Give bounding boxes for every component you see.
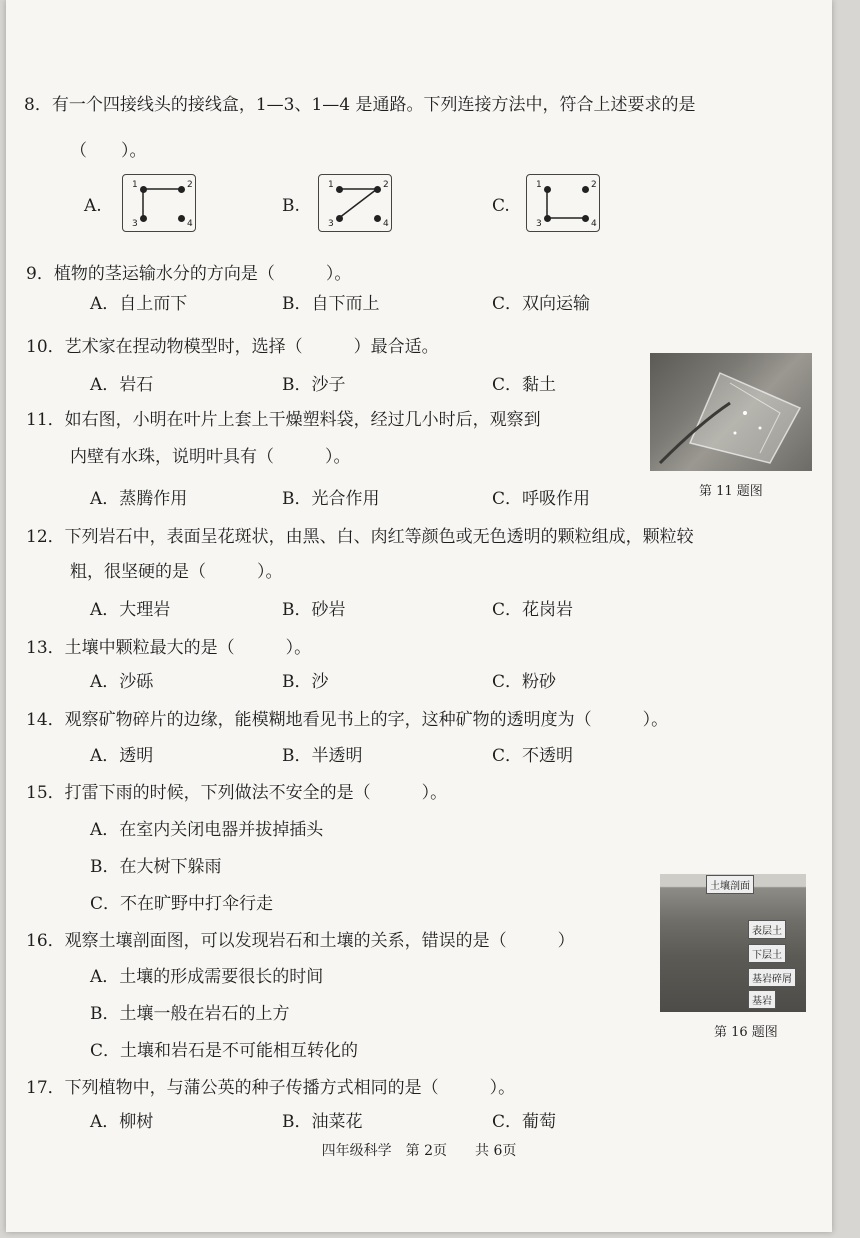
q8-stem-line1: 8．有一个四接线头的接线盒，1—3、1—4 是通路。下列连接方法中，符合上述要求的是 xyxy=(24,95,696,115)
q9-option-c: C．双向运输 xyxy=(492,294,591,314)
q16-stem: 16．观察土壤剖面图，可以发现岩石和土壤的关系，错误的是（ ） xyxy=(26,931,575,951)
q8-diagram-c xyxy=(526,174,600,232)
q13-option-a: A．沙砾 xyxy=(90,672,154,692)
terminal-4-dot xyxy=(582,215,589,222)
terminal-2-dot xyxy=(178,186,185,193)
q12-option-a: A．大理岩 xyxy=(90,600,171,620)
q10-option-c: C．黏土 xyxy=(492,375,557,395)
bedrock-fragments-label: 基岩碎屑 xyxy=(748,968,796,987)
q11-option-b: B．光合作用 xyxy=(282,489,380,509)
q12-stem-line2: 粗，很坚硬的是（ ）。 xyxy=(70,562,283,582)
exam-page xyxy=(6,0,832,1232)
terminal-4-dot xyxy=(178,215,185,222)
terminal-4-label: 4 xyxy=(591,219,597,229)
q11-stem-line2: 内壁有水珠，说明叶具有（ ）。 xyxy=(70,447,351,467)
terminal-1-label: 1 xyxy=(132,180,138,190)
q11-bag-illustration xyxy=(650,353,812,471)
q11-option-a: A．蒸腾作用 xyxy=(90,489,188,509)
q8-diagram-a xyxy=(122,174,196,232)
q17-option-c: C．葡萄 xyxy=(492,1112,557,1132)
q16-option-a: A．土壤的形成需要很长的时间 xyxy=(90,967,324,987)
q12-option-c: C．花岗岩 xyxy=(492,600,574,620)
q8-stem-line2: （ ）。 xyxy=(70,141,147,161)
q15-option-c: C．不在旷野中打伞行走 xyxy=(90,894,274,914)
terminal-3-label: 3 xyxy=(536,219,542,229)
terminal-3-label: 3 xyxy=(132,219,138,229)
q14-option-b: B．半透明 xyxy=(282,746,363,766)
q10-option-b: B．沙子 xyxy=(282,375,346,395)
q8-diagram-b xyxy=(318,174,392,232)
terminal-2-label: 2 xyxy=(591,180,597,190)
q17-option-a: A．柳树 xyxy=(90,1112,154,1132)
terminal-2-label: 2 xyxy=(383,180,389,190)
q14-option-c: C．不透明 xyxy=(492,746,574,766)
q16-soil-profile-photo xyxy=(660,874,806,1012)
q13-option-c: C．粉砂 xyxy=(492,672,557,692)
terminal-1-dot xyxy=(140,186,147,193)
terminal-3-dot xyxy=(336,215,343,222)
q16-option-c: C．土壤和岩石是不可能相互转化的 xyxy=(90,1041,359,1061)
q8-option-a-label: A. xyxy=(84,196,102,216)
q11-plastic-bag-photo xyxy=(650,353,812,471)
terminal-3-dot xyxy=(140,215,147,222)
terminal-1-label: 1 xyxy=(328,180,334,190)
q15-option-a: A．在室内关闭电器并拔掉插头 xyxy=(90,820,324,840)
q13-stem: 13．土壤中颗粒最大的是（ ）。 xyxy=(26,638,312,658)
subsoil-label: 下层土 xyxy=(748,944,786,963)
q12-option-b: B．砂岩 xyxy=(282,600,346,620)
q15-option-b: B．在大树下躲雨 xyxy=(90,857,222,877)
q8-option-c-label: C. xyxy=(492,196,510,216)
q13-option-b: B．沙 xyxy=(282,672,329,692)
q15-stem: 15．打雷下雨的时候，下列做法不安全的是（ ）。 xyxy=(26,783,448,803)
q14-stem: 14．观察矿物碎片的边缘，能模糊地看见书上的字，这种矿物的透明度为（ ）。 xyxy=(26,710,669,730)
q17-option-b: B．油菜花 xyxy=(282,1112,363,1132)
terminal-1-dot xyxy=(544,186,551,193)
q11-stem-line1: 11．如右图，小明在叶片上套上干燥塑料袋，经过几小时后，观察到 xyxy=(26,410,541,430)
q10-stem: 10．艺术家在捏动物模型时，选择（ ）最合适。 xyxy=(26,337,439,357)
q12-stem-line1: 12．下列岩石中，表面呈花斑状，由黑、白、肉红等颜色或无色透明的颗粒组成，颗粒较 xyxy=(26,527,694,547)
topsoil-label: 表层土 xyxy=(748,920,786,939)
q16-figure-caption: 第 16 题图 xyxy=(714,1025,778,1040)
q17-stem: 17．下列植物中，与蒲公英的种子传播方式相同的是（ ）。 xyxy=(26,1078,516,1098)
terminal-4-dot xyxy=(374,215,381,222)
q9-option-a: A．自上而下 xyxy=(90,294,188,314)
terminal-3-label: 3 xyxy=(328,219,334,229)
q14-option-a: A．透明 xyxy=(90,746,154,766)
terminal-1-dot xyxy=(336,186,343,193)
terminal-3-dot xyxy=(544,215,551,222)
q11-figure-caption: 第 11 题图 xyxy=(699,484,763,499)
terminal-2-dot xyxy=(374,186,381,193)
q11-option-c: C．呼吸作用 xyxy=(492,489,591,509)
q8-option-b-label: B. xyxy=(282,196,300,216)
terminal-2-label: 2 xyxy=(187,180,193,190)
q9-option-b: B．自下而上 xyxy=(282,294,380,314)
q10-option-a: A．岩石 xyxy=(90,375,154,395)
terminal-4-label: 4 xyxy=(187,219,193,229)
bedrock-label: 基岩 xyxy=(748,990,776,1009)
terminal-2-dot xyxy=(582,186,589,193)
terminal-1-label: 1 xyxy=(536,180,542,190)
page-footer: 四年级科学 第 2页 共 6页 xyxy=(321,1143,517,1159)
q9-stem: 9．植物的茎运输水分的方向是（ ）。 xyxy=(26,264,352,284)
soil-profile-title: 土壤剖面 xyxy=(706,875,754,894)
q16-option-b: B．土壤一般在岩石的上方 xyxy=(90,1004,290,1024)
terminal-4-label: 4 xyxy=(383,219,389,229)
